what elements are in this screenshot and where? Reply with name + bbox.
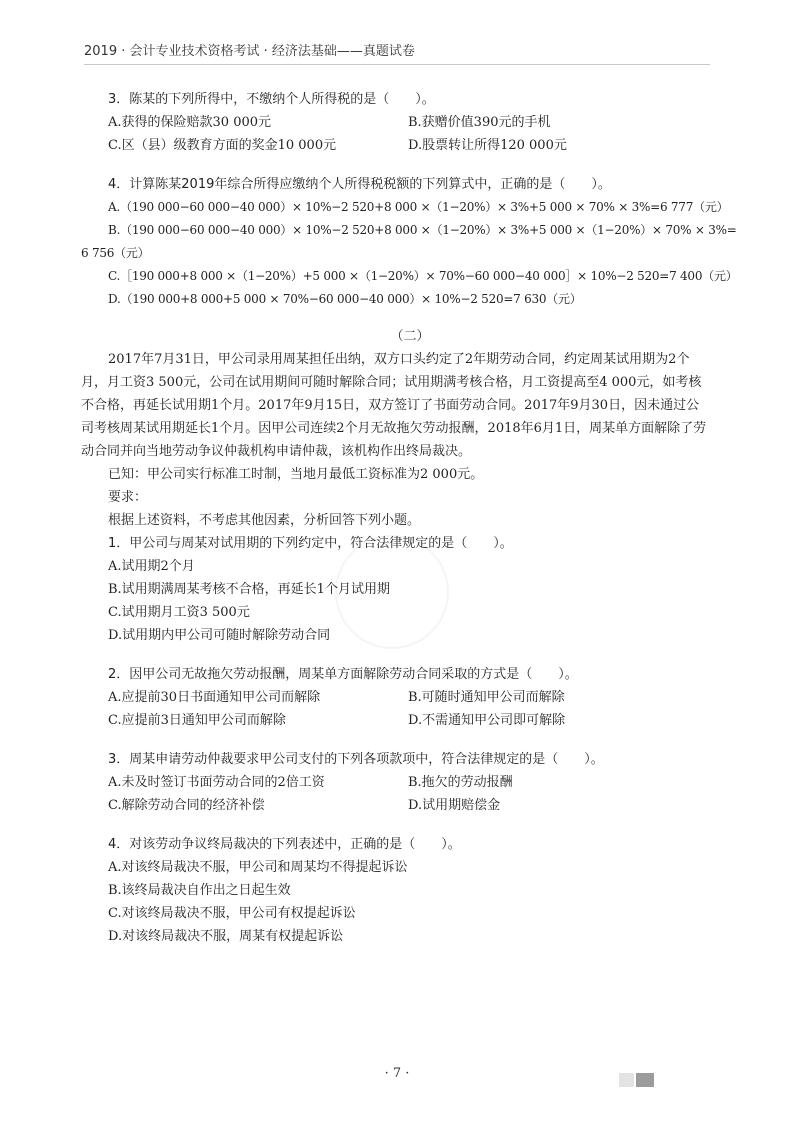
- option-d: D.股票转让所得120 000元: [408, 138, 567, 153]
- case-material: [81, 348, 712, 532]
- option-c: C.解除劳动合同的经济补偿: [108, 798, 265, 813]
- page-content: [81, 88, 738, 948]
- case-paragraph: 2017年7月31日，甲公司录用周某担任出纳，双方口头约定了2年期劳动合同，约定周某试用期为2个月，月工资3 500元，公司在试用期间可随时解除合同；试用期满考核合格，月工资提高至4 000元，如考核不合格，再延长试用期1个月。2017年9月15日，双方签订了书面劳动合同。2017年9月30日，因未通过公司考核周某试用期延长1个月。因甲公司连续2个月无故拖欠劳动报酬，2018年6月1日，周某单方面解除了劳动合同并向当地劳动争议仲裁机构申请仲裁，该机构作出终局裁决。: [81, 352, 707, 459]
- option-b: B.试用期满周某考核不合格，再延长1个月试用期: [108, 582, 390, 597]
- question-block-p2-q4: [108, 833, 712, 948]
- question-block-p1-q4: [81, 173, 738, 311]
- option-a: A.未及时签订书面劳动合同的2倍工资: [108, 775, 325, 790]
- question-block-p2-q3: [108, 748, 712, 817]
- option-b: B.可随时通知甲公司而解除: [408, 690, 565, 705]
- question-title: 3．陈某的下列所得中，不缴纳个人所得税的是（ ）。: [108, 92, 435, 107]
- option-a: A.试用期2个月: [108, 559, 195, 574]
- option-c: C.试用期月工资3 500元: [108, 605, 250, 620]
- option-d: D.对该终局裁决不服，周某有权提起诉讼: [108, 929, 344, 944]
- option-d: D.试用期内甲公司可随时解除劳动合同: [108, 628, 331, 643]
- option-c: C.［190 000+8 000 ×（1−20%）+5 000 ×（1−20%）× 70%−60 000−40 000］× 10%−2 520=7 400（元）: [108, 269, 738, 283]
- question-block-p2-q2: [108, 663, 712, 732]
- question-title: 4．对该劳动争议终局裁决的下列表述中，正确的是（ ）。: [108, 837, 461, 852]
- header-rule: [84, 64, 710, 65]
- question-title: 3．周某申请劳动仲裁要求甲公司支付的下列各项款项中，符合法律规定的是（ ）。: [108, 752, 604, 767]
- option-d: D.不需通知甲公司即可解除: [408, 713, 566, 728]
- section-title: （二）: [390, 329, 430, 344]
- option-b: B.（190 000−60 000−40 000）× 10%−2 520+8 000 ×（1−20%）× 3%+5 000 ×（1−20%）× 70% × 3%=: [108, 223, 737, 237]
- option-c: C.区（县）级教育方面的奖金10 000元: [108, 138, 337, 153]
- option-row: [108, 111, 712, 134]
- known-conditions: 已知：甲公司实行标准工时制，当地月最低工资标准为2 000元。: [108, 467, 484, 482]
- option-row: [108, 709, 712, 732]
- option-row: [108, 771, 712, 794]
- page-number: · 7 ·: [384, 1066, 410, 1081]
- option-row: [108, 134, 712, 157]
- running-header: 2019 · 会计专业技术资格考试 · 经济法基础——真题试卷: [84, 44, 415, 59]
- corner-mark-dark: [636, 1073, 654, 1087]
- option-b: B.该终局裁决自作出之日起生效: [108, 883, 291, 898]
- option-d: D.试用期赔偿金: [408, 798, 501, 813]
- question-title: 1．甲公司与周某对试用期的下列约定中，符合法律规定的是（ ）。: [108, 536, 513, 551]
- question-title: 4．计算陈某2019年综合所得应缴纳个人所得税税额的下列算式中，正确的是（ ）。: [108, 177, 611, 192]
- option-d: D.（190 000+8 000+5 000 × 70%−60 000−40 000）× 10%−2 520=7 630（元）: [108, 292, 582, 306]
- question-title: 2．因甲公司无故拖欠劳动报酬，周某单方面解除劳动合同采取的方式是（ ）。: [108, 667, 578, 682]
- option-c: C.对该终局裁决不服，甲公司有权提起诉讼: [108, 906, 356, 921]
- option-a: A.获得的保险赔款30 000元: [108, 115, 272, 130]
- question-block-p2-q1: [108, 532, 712, 647]
- option-a: A.（190 000−60 000−40 000）× 10%−2 520+8 000 ×（1−20%）× 3%+5 000 × 70% × 3%=6 777（元）: [108, 200, 729, 214]
- option-c: C.应提前3日通知甲公司而解除: [108, 713, 286, 728]
- corner-mark-light: [619, 1073, 634, 1087]
- requirement-label: 要求：: [108, 490, 148, 505]
- question-block-p1-q3: [108, 88, 712, 157]
- option-a: A.应提前30日书面通知甲公司而解除: [108, 690, 321, 705]
- option-row: [108, 794, 712, 817]
- option-a: A.对该终局裁决不服，甲公司和周某均不得提起诉讼: [108, 860, 408, 875]
- option-b: B.拖欠的劳动报酬: [408, 775, 513, 790]
- option-b: B.获赠价值390元的手机: [408, 115, 551, 130]
- option-b-continuation: 6 756（元）: [81, 246, 150, 260]
- requirement-text: 根据上述资料，不考虑其他因素，分析回答下列小题。: [108, 513, 421, 528]
- option-row: [108, 686, 712, 709]
